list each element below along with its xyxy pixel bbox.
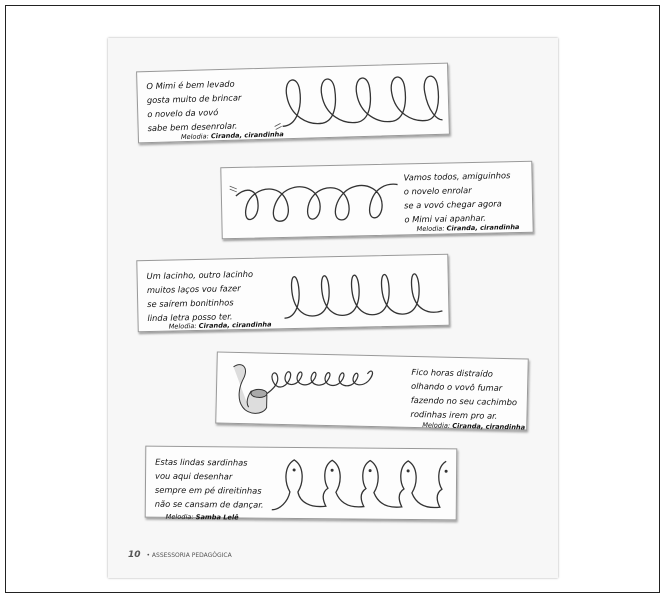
verse-line: vou aqui desenhar [155, 470, 233, 482]
verse-line: O Mimi é bem levado [146, 78, 235, 92]
verse-card-2 [220, 161, 533, 240]
melody-credit: Melodia: Ciranda, cirandinha [422, 421, 526, 432]
verse-line: fazendo no seu cachimbo [410, 394, 518, 408]
verse-card-1 [136, 63, 450, 144]
melody-credit: Melodia: Ciranda, cirandinha [180, 130, 284, 142]
verse-line: Um lacinho, outro lacinho [146, 268, 254, 282]
verse-line: Vamos todos, amiguinhos [403, 170, 511, 183]
loop-tracing-exercise [271, 72, 443, 137]
verse-line: o novelo enrolar [403, 185, 472, 197]
verse-line: sabe bem desenrolar. [147, 120, 238, 134]
verse-line: Fico horas distraído [411, 366, 493, 379]
pipe-smoke-exercise [222, 357, 399, 425]
page-number: 10 [128, 550, 141, 560]
verse-text [146, 76, 242, 135]
melody-credit: Melodia: Ciranda, cirandinha [416, 223, 520, 234]
page-footer [128, 550, 232, 560]
melody-credit: Melodia: Ciranda, cirandinha [168, 320, 272, 331]
verse-text [403, 168, 511, 226]
verse-line: Estas lindas sardinhas [155, 456, 248, 468]
fish-tracing-exercise [270, 452, 451, 520]
verse-text [146, 267, 254, 325]
verse-line: gosta muito de brincar [146, 92, 242, 106]
verse-line: se saírem bonitinhos [147, 297, 234, 310]
verse-line: o novelo da vovó [147, 107, 219, 120]
verse-card-4 [215, 351, 529, 430]
verse-line: muitos laços vou fazer [146, 283, 241, 296]
verse-line: não se cansam de dançar. [154, 498, 264, 510]
verse-card-5 [145, 446, 458, 521]
verse-line: o Mimi vai apanhar. [404, 212, 486, 225]
verse-line: rodinhas irem pro ar. [410, 408, 498, 421]
loop-tracing-exercise [279, 263, 444, 324]
loop-tracing-exercise [227, 173, 398, 237]
verse-card-3 [136, 254, 449, 333]
verse-text [410, 365, 517, 423]
melody-credit: Melodia: Samba Lelê [165, 512, 239, 522]
verse-line: linda letra posso ter. [147, 311, 233, 324]
verse-text [155, 455, 264, 512]
verse-line: se a vovó chegar agora [404, 198, 502, 211]
verse-line: sempre em pé direitinhas [154, 484, 262, 496]
footer-label: • ASSESSORIA PEDAGÓGICA [146, 552, 232, 559]
verse-line: olhando o vovô fumar [411, 380, 503, 393]
